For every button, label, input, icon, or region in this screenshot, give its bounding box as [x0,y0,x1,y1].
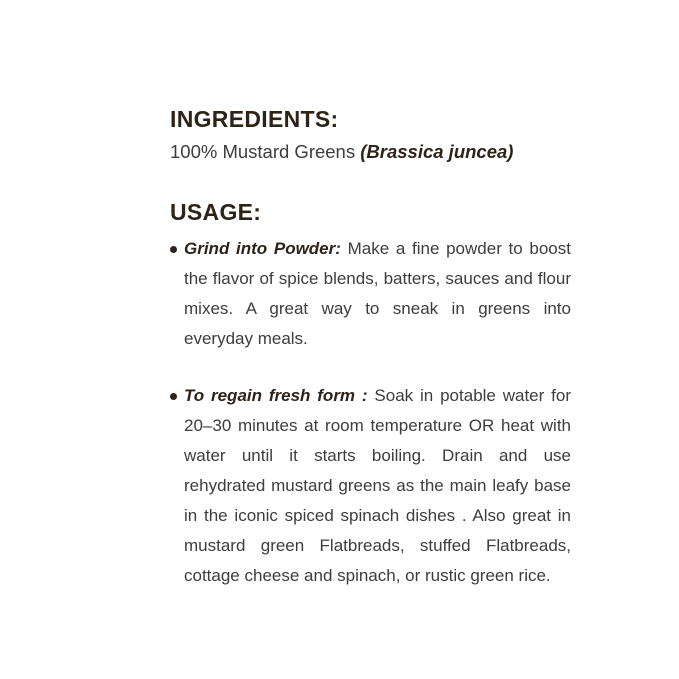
usage-item-regain [170,381,571,591]
usage-list [170,234,571,591]
usage-item-lead: Grind into Powder: [184,239,341,258]
label-content [170,104,571,591]
ingredients-line [170,138,571,166]
usage-item-text: Soak in potable water for 20–30 minutes at room temperature OR heat with water until it starts boiling. Drain and use rehydrated mustard greens as the main leafy base in the iconic spiced spinach dishes . Also great in mustard green Flatbreads, stuffed Flatbreads, cottage cheese and spinach, or rustic green rice. [184,386,571,585]
usage-item-grind [170,234,571,354]
usage-heading: USAGE: [170,199,262,225]
ingredients-latin-name: (Brassica juncea) [360,141,514,162]
ingredients-heading: INGREDIENTS: [170,106,339,132]
bullet-icon [170,246,177,253]
usage-item-lead: To regain fresh form : [184,386,368,405]
bullet-icon [170,393,177,400]
usage-item-text: Make a fine powder to boost the flavor of spice blends, batters, sauces and flour mixes. A great way to sneak in greens into everyday meals. [184,239,571,348]
ingredients-content: 100% Mustard Greens [170,141,356,162]
